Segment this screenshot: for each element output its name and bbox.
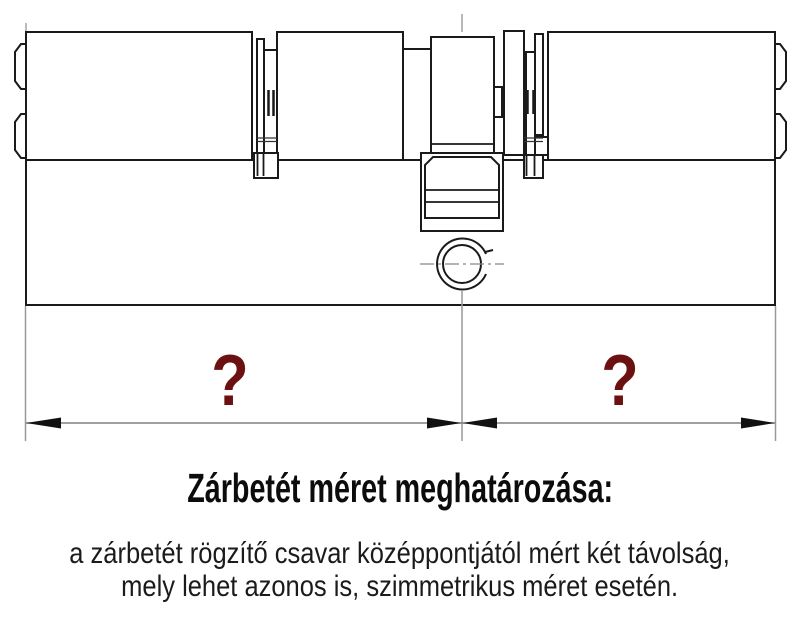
cam-side-tab (494, 87, 502, 117)
left-clip-bottom (15, 114, 26, 158)
caption-line-2-text: mely lehet azonos is, szimmetrikus méret esetén. (121, 570, 679, 603)
right-washer-big (504, 31, 524, 155)
arrowhead-center-left (427, 418, 462, 429)
left-clip-top (15, 44, 26, 89)
right-clip-bottom (775, 114, 786, 158)
top-band-right (548, 32, 775, 160)
caption-line-1 (0, 537, 800, 570)
caption-line-1-text: a zárbetét rögzítő csavar középpontjától mért két távolság, (69, 537, 731, 570)
right-washer-step (535, 137, 548, 155)
right-clip-top (775, 44, 786, 89)
arrowhead-left-end (26, 418, 61, 429)
cam-lower-inner (425, 157, 499, 218)
caption-title-text: Zárbetét méret meghatározása: (187, 465, 613, 511)
left-dimension-question-mark: ? (211, 341, 249, 421)
right-dimension-question-mark: ? (601, 341, 639, 421)
caption-line-2 (0, 570, 800, 603)
cam-neck (403, 49, 434, 160)
arrowhead-right-end (741, 418, 775, 429)
caption-paragraph (0, 537, 800, 603)
caption-title (0, 465, 800, 511)
cam-upper-block (431, 37, 494, 153)
top-band-middle (277, 32, 403, 160)
right-washer-stripE (535, 34, 543, 135)
top-band-left (26, 32, 252, 160)
cylinder-body (26, 160, 775, 305)
arrowhead-center-right (463, 418, 498, 429)
